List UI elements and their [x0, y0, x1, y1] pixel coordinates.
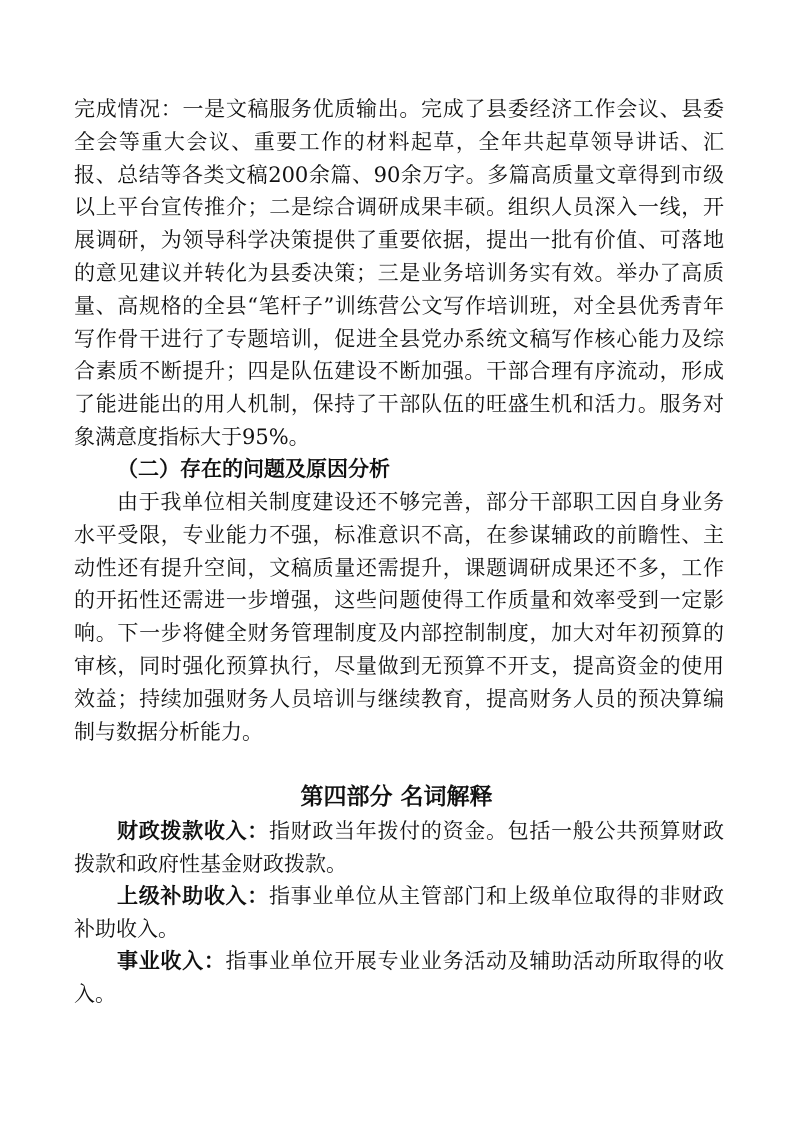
- term-definition: 指财政当年拨付的资金。包括一般公共预算财政拨款和政府性基金财政拨款。: [74, 819, 725, 876]
- problems-heading: （二）存在的问题及原因分析: [117, 456, 390, 481]
- problems-paragraph: 由于我单位相关制度建设还不够完善，部分干部职工因自身业务水平受限，专业能力不强，标准意识不高，在参谋辅政的前瞻性、主动性还有提升空间，文稿质量还需提升，课题调研成果还不多，工作的开拓性还需进一步增强，这些问题使得工作质量和效率受到一定影响。下一步将健全财务管理制度及内部控制制度，加大对年初预算的审核，同时强化预算执行，尽量做到无预算不开支，提高资金的使用效益；持续加强财务人员培训与继续教育，提高财务人员的预决算编制与数据分析能力。: [74, 490, 724, 744]
- term-entry-business-income: [74, 945, 724, 1011]
- term-label: 事业收入：: [117, 948, 226, 973]
- term-label: 财政拨款收入：: [117, 818, 269, 843]
- term-definition: 指事业单位从主管部门和上级单位取得的非财政补助收入。: [74, 884, 725, 941]
- term-entry-fiscal: [74, 815, 724, 881]
- term-definition: 指事业单位开展专业业务活动及辅助活动所取得的收入。: [74, 949, 725, 1006]
- term-label: 上级补助收入：: [117, 883, 269, 908]
- term-entry-superior-subsidy: [74, 880, 724, 946]
- section-title: 第四部分 名词解释: [300, 783, 493, 810]
- completion-paragraph: 完成情况：一是文稿服务优质输出。完成了县委经济工作会议、县委全会等重大会议、重要工作的材料起草，全年共起草领导讲话、汇报、总结等各类文稿200余篇、90余万字。多篇高质量文章得到市级以上平台宣传推介；二是综合调研成果丰硕。组织人员深入一线，开展调研，为领导科学决策提供了重要依据，提出一批有价值、可落地的意见建议并转化为县委决策；三是业务培训务实有效。举办了高质量、高规格的全县“笔杆子”训练营公文写作培训班，对全县优秀青年写作骨干进行了专题培训，促进全县党办系统文稿写作核心能力及综合素质不断提升；四是队伍建设不断加强。干部合理有序流动，形成了能进能出的用人机制，保持了干部队伍的旺盛生机和活力。服务对象满意度指标大于95%。: [74, 97, 724, 449]
